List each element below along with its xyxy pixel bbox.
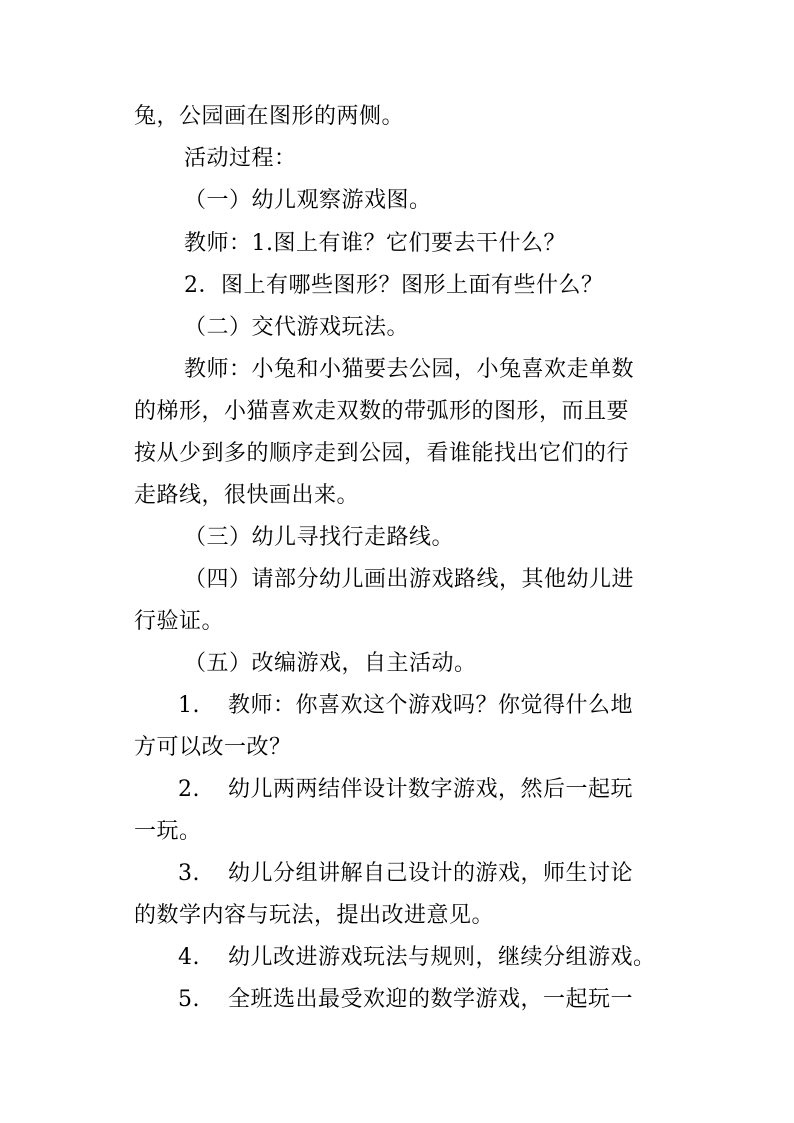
list-item-2 xyxy=(178,772,633,808)
list-number: 3. xyxy=(178,861,200,886)
section-heading-4: （四）请部分幼儿画出游戏路线，其他幼儿进 xyxy=(184,567,635,592)
list-number: 5. xyxy=(178,987,200,1012)
text-line: 兔，公园画在图形的两侧。 xyxy=(134,104,405,129)
text-line: 按从少到多的顺序走到公园，看谁能找出它们的行 xyxy=(134,441,630,466)
list-text: 幼儿改进游戏玩法与规则，继续分组游戏。 xyxy=(228,945,656,970)
section-heading-5: （五）改编游戏，自主活动。 xyxy=(184,651,477,676)
text-line: 行验证。 xyxy=(134,609,225,634)
text-line: 的数学内容与玩法，提出改进意见。 xyxy=(134,903,495,928)
list-number: 4. xyxy=(178,945,200,970)
list-item-3 xyxy=(178,856,633,892)
list-number: 1. xyxy=(178,693,200,718)
list-item-1 xyxy=(178,688,633,724)
section-heading-activity-process: 活动过程： xyxy=(184,146,297,171)
section-heading-1: （一）幼儿观察游戏图。 xyxy=(184,188,432,213)
list-item-4 xyxy=(178,940,656,976)
list-item-5 xyxy=(178,982,633,1018)
text-line: 教师：小兔和小猫要去公园，小兔喜欢走单数 xyxy=(184,357,635,382)
list-number: 2. xyxy=(178,777,200,802)
text-line: 方可以改一改？ xyxy=(134,735,292,760)
section-heading-2: （二）交代游戏玩法。 xyxy=(184,315,410,340)
text-line: 教师：1.图上有谁？它们要去干什么？ xyxy=(184,231,566,256)
section-heading-3: （三）幼儿寻找行走路线。 xyxy=(184,525,455,550)
list-text: 教师：你喜欢这个游戏吗？你觉得什么地 xyxy=(228,693,634,718)
list-text: 全班选出最受欢迎的数学游戏，一起玩一 xyxy=(228,987,634,1012)
list-text: 幼儿两两结伴设计数字游戏，然后一起玩 xyxy=(228,777,634,802)
text-line: 走路线，很快画出来。 xyxy=(134,483,360,508)
text-line: 的梯形，小猫喜欢走双数的带弧形的图形，而且要 xyxy=(134,399,630,424)
text-line: 一玩。 xyxy=(134,819,202,844)
list-text: 幼儿分组讲解自己设计的游戏，师生讨论 xyxy=(228,861,634,886)
text-line: 2．图上有哪些图形？图形上面有些什么？ xyxy=(184,273,604,298)
